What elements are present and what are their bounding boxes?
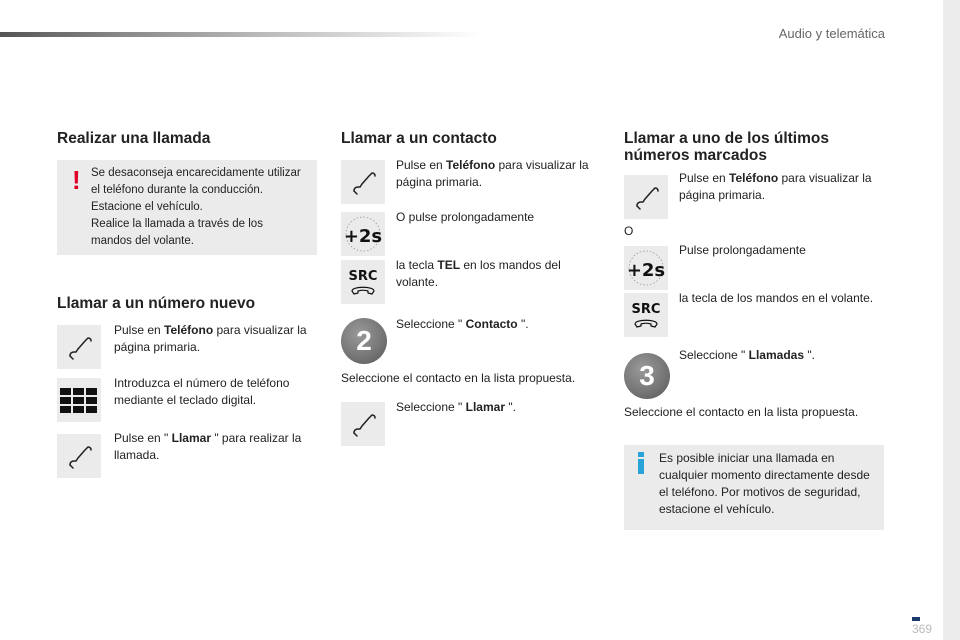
src-label: SRC <box>631 302 661 317</box>
section-title-recent <box>624 130 829 164</box>
section-title-new-number: Llamar a un número nuevo <box>57 295 256 312</box>
text-run: Seleccione " <box>679 348 749 362</box>
section-title-contact: Llamar a un contacto <box>341 130 497 147</box>
warning-line: Realice la llamada a través de los <box>91 218 263 230</box>
phone-icon <box>57 434 101 478</box>
keypad-icon <box>57 378 101 422</box>
text-bold: Llamar <box>465 400 505 414</box>
recent-step-5: Seleccione el contacto en la lista propuesta. <box>624 405 859 419</box>
info-line: Es posible iniciar una llamada en <box>659 451 835 465</box>
text-run: para visualizar la página primaria. <box>396 158 589 189</box>
text-run: ". <box>804 348 815 362</box>
text-bold: Teléfono <box>729 171 779 185</box>
info-text <box>659 450 870 518</box>
text-run: Seleccione " <box>396 317 466 331</box>
step-number-badge: 3 <box>624 353 670 399</box>
recent-step-4 <box>679 347 879 364</box>
section-title-line: Llamar a uno de los últimos <box>624 130 829 147</box>
warning-line: mandos del volante. <box>91 235 194 247</box>
text-bold: TEL <box>437 258 461 272</box>
hold-label: +2s <box>626 260 666 281</box>
text-bold: Teléfono <box>164 323 214 337</box>
section-title-line: números marcados <box>624 147 767 164</box>
recent-step-1 <box>679 170 879 204</box>
hold-2s-icon <box>624 246 668 290</box>
info-icon <box>638 452 644 474</box>
info-line: el teléfono. Por motivos de seguridad, <box>659 485 861 499</box>
info-line: estacione el vehículo. <box>659 502 775 516</box>
warning-line: Estacione el vehículo. <box>91 201 203 213</box>
new-number-step-1 <box>114 322 314 356</box>
header-title: Audio y telemática <box>778 26 885 41</box>
text-run: para visualizar la página primaria. <box>114 323 307 354</box>
warning-line: Se desaconseja encarecidamente utilizar <box>91 167 301 179</box>
contact-step-1 <box>396 157 596 191</box>
text-run: Pulse en <box>396 158 447 172</box>
text-run: " para realizar la llamada. <box>114 431 302 462</box>
text-run: ". <box>505 400 516 414</box>
header-rule <box>0 32 480 37</box>
phone-icon <box>624 175 668 219</box>
new-number-step-3 <box>114 430 314 464</box>
text-run: la tecla <box>396 258 438 272</box>
page-marker <box>912 617 920 621</box>
page-number: 369 <box>912 622 933 636</box>
contact-step-6 <box>396 399 596 416</box>
text-run: para visualizar la página primaria. <box>679 171 872 202</box>
text-run: en los mandos del volante. <box>396 258 561 289</box>
phone-icon <box>341 160 385 204</box>
phone-icon <box>57 325 101 369</box>
new-number-step-2: Introduzca el número de teléfono mediante el teclado digital. <box>114 376 290 407</box>
warning-text <box>91 165 301 250</box>
src-key-icon <box>341 260 385 304</box>
text-bold: Teléfono <box>446 158 496 172</box>
info-line: cualquier momento directamente desde <box>659 468 870 482</box>
hold-label: +2s <box>343 226 383 247</box>
page-edge-strip <box>943 0 960 640</box>
text-run: Pulse en " <box>114 431 172 445</box>
text-bold: Contacto <box>465 317 518 331</box>
step-number-badge: 2 <box>341 318 387 364</box>
or-label: O <box>624 224 634 238</box>
contact-step-3 <box>396 257 596 291</box>
recent-step-2: Pulse prolongadamente <box>679 243 806 257</box>
src-label: SRC <box>348 269 378 284</box>
section-title-call: Realizar una llamada <box>57 130 211 147</box>
text-bold: Llamadas <box>748 348 804 362</box>
recent-step-3: la tecla de los mandos en el volante. <box>679 291 874 305</box>
text-run: Pulse en <box>679 171 730 185</box>
warning-icon: ! <box>72 165 81 195</box>
warning-line: el teléfono durante la conducción. <box>91 184 263 196</box>
contact-step-4 <box>396 316 596 333</box>
phone-icon <box>341 402 385 446</box>
src-key-icon <box>624 293 668 337</box>
text-run: Seleccione " <box>396 400 466 414</box>
contact-step-2: O pulse prolongadamente <box>396 210 535 224</box>
text-run: ". <box>517 317 529 331</box>
text-run: Pulse en <box>114 323 165 337</box>
hold-2s-icon <box>341 212 385 256</box>
contact-step-5: Seleccione el contacto en la lista propuesta. <box>341 371 576 385</box>
text-bold: Llamar <box>171 431 211 445</box>
